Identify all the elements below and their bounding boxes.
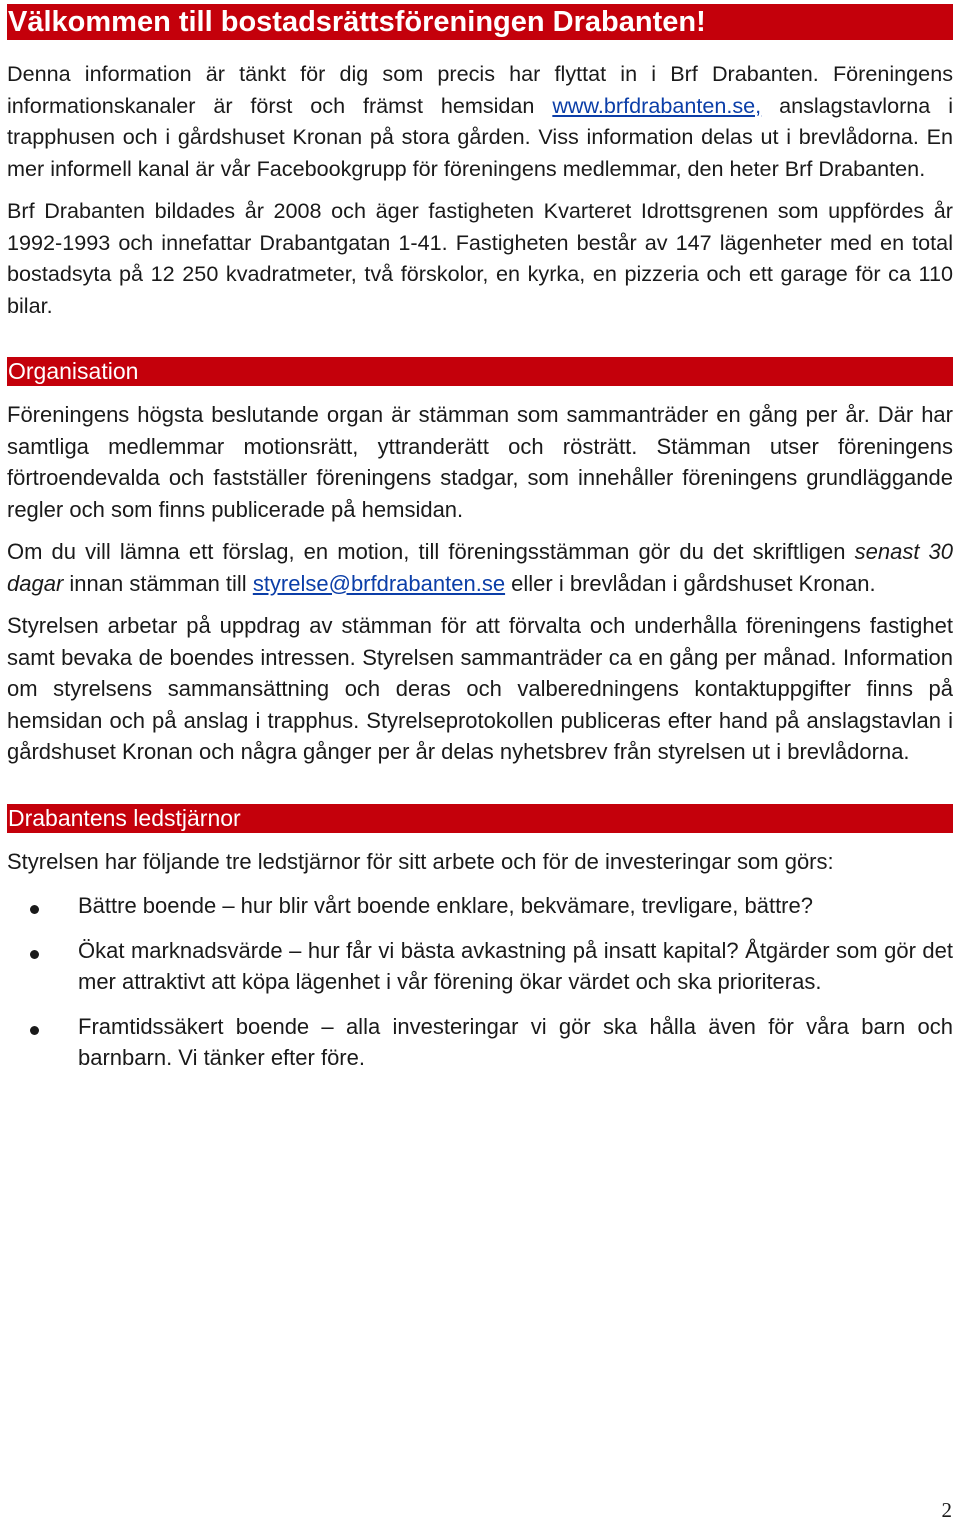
ledstjarnor-list — [7, 890, 953, 1074]
list-item: Bättre boende – hur blir vårt boende enklare, bekvämare, trevligare, bättre? — [7, 890, 953, 922]
organisation-paragraph-2: Om du vill lämna ett förslag, en motion, till föreningsstämman gör du det skriftligen senast 30 dagar innan stämman till styrelse@brfdrabanten.se eller i brevlådan i gårdshuset Kronan. — [7, 539, 953, 596]
website-link[interactable]: www.brfdrabanten.se, — [552, 92, 762, 118]
list-item: Framtidssäkert boende – alla investeringar vi gör ska hålla även för våra barn och barnbarn. Vi tänker efter före. — [7, 1011, 953, 1074]
bullet-icon — [30, 905, 39, 914]
bullet-icon — [30, 950, 39, 959]
list-item: Ökat marknadsvärde – hur får vi bästa avkastning på insatt kapital? Åtgärder som gör det mer attraktivt att köpa lägenhet i vår förening ökar värdet och ska prioriteras. — [7, 935, 953, 998]
page-number: 2 — [941, 1498, 952, 1522]
section-heading-organisation: Organisation — [7, 357, 953, 386]
page-title: Välkommen till bostadsrättsföreningen Drabanten! — [7, 4, 953, 40]
bullet-icon — [30, 1026, 39, 1035]
section-heading-ledstjarnor: Drabantens ledstjärnor — [7, 804, 953, 833]
ledstjarnor-intro: Styrelsen har följande tre ledstjärnor för sitt arbete och för de investeringar som görs: — [7, 848, 834, 874]
document-page — [7, 0, 953, 1074]
organisation-section — [7, 399, 953, 768]
organisation-paragraph-3: Styrelsen arbetar på uppdrag av stämman för att förvalta och underhålla föreningens fastighet samt bevaka de boendes intressen. Styrelsen sammanträder ca en gång per månad. Information om styrelsens sammansättning och deras och valberedningens kontaktuppgifter finns på hemsidan och på anslag i trapphus. Styrelseprotokollen publiceras efter hand på anslagstavlan i gårdshuset Kronan och några gånger per år delas nyhetsbrev från styrelsen ut i brevlådorna. — [7, 613, 953, 764]
email-link[interactable]: styrelse@brfdrabanten.se — [252, 570, 506, 596]
deadline-emphasis: senast 30 dagar — [7, 539, 953, 596]
intro-paragraph-1: Denna information är tänkt för dig som precis har flyttat in i Brf Drabanten. Föreningens informationskanaler är först och främst hemsidan www.brfdrabanten.se, anslagstavlorna i trapphusen och i gårdshuset Kronan på stora gården. Viss information delas ut i brevlådorna. En mer informell kanal är vår Facebookgrupp för föreningens medlemmar, den heter Brf Drabanten. — [7, 61, 953, 181]
intro-paragraph-2: Brf Drabanten bildades år 2008 och äger fastigheten Kvarteret Idrottsgrenen som uppfördes år 1992-1993 och innefattar Drabantgatan 1-41. Fastigheten består av 147 lägenheter med en total bostadsyta på 12 250 kvadratmeter, två förskolor, en kyrka, en pizzeria och ett garage för ca 110 bilar. — [7, 198, 953, 318]
ledstjarnor-section — [7, 846, 953, 1074]
organisation-paragraph-1: Föreningens högsta beslutande organ är stämman som sammanträder en gång per år. Där har samtliga medlemmar motionsrätt, yttranderätt och rösträtt. Stämman utser föreningens förtroendevalda och fastställer föreningens stadgar, som innehåller föreningens grundläggande regler och som finns publicerade på hemsidan. — [7, 402, 953, 522]
intro-section — [7, 58, 953, 321]
